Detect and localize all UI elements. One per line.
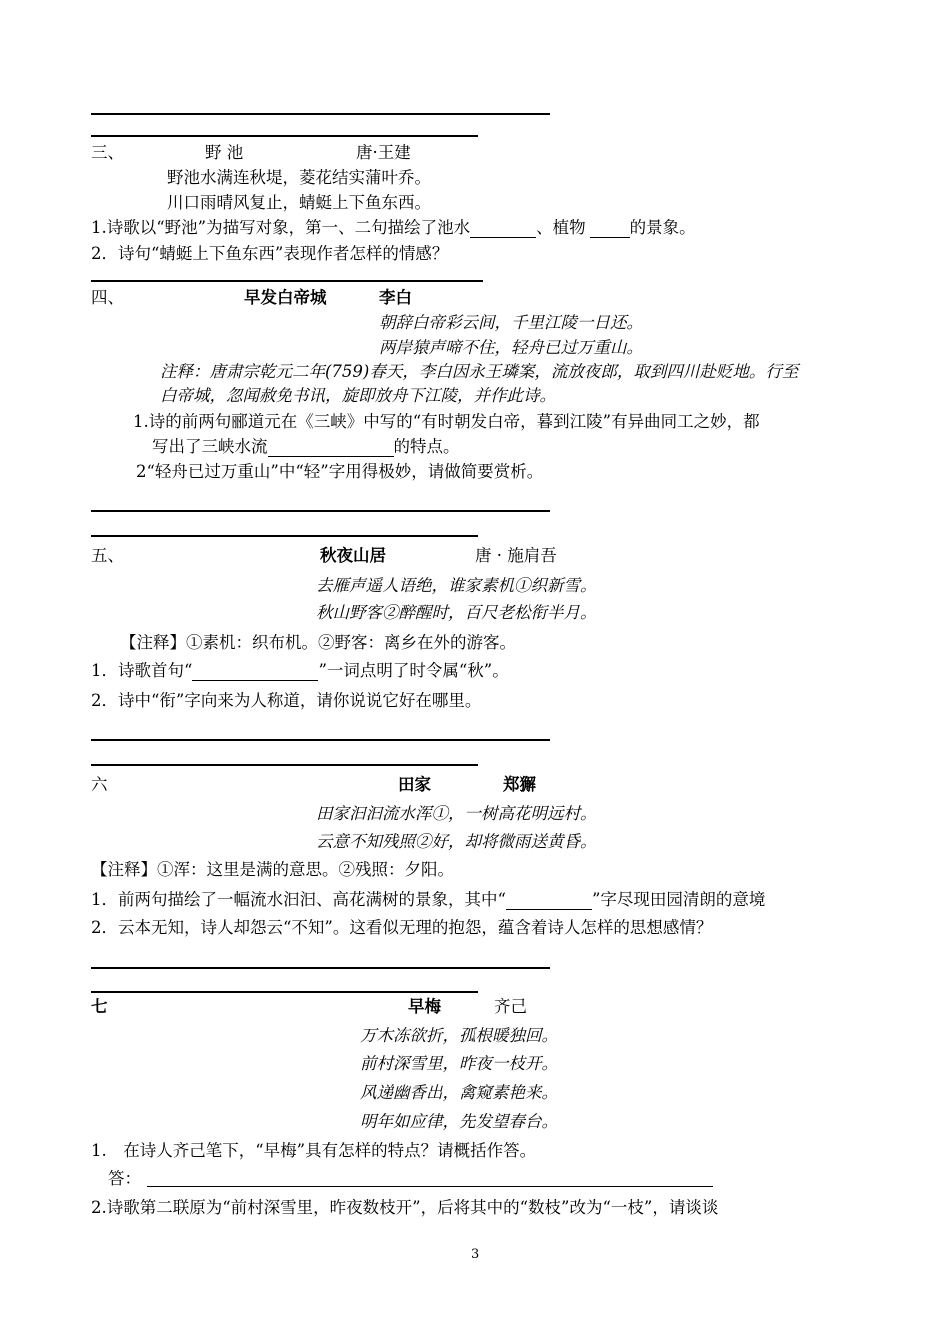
poem-line: 朝辞白帝彩云间，千里江陵一日还。 [379, 313, 643, 332]
section-4-author: 李白 [379, 288, 412, 307]
annotation: 注释：唐肃宗乾元二年(759)春天，李白因永王璘案，流放夜郎，取到四川赴贬地。行至 [160, 362, 799, 381]
page-number: 3 [471, 1247, 480, 1262]
question-text: 写出了三峡水流 [152, 437, 268, 456]
question-1 [91, 661, 509, 681]
question-text: ”一词点明了时令属“秋”。 [318, 661, 509, 680]
answer-line [91, 113, 550, 115]
poem-line: 野池水满连秋堤，菱花结实蒲叶乔。 [167, 168, 431, 187]
section-3-number: 三、 [91, 143, 124, 162]
poem-line: 云意不知残照②好，却将微雨送黄昏。 [316, 832, 597, 851]
poem-line: 秋山野客②醉醒时，百尺老松衔半月。 [316, 603, 597, 622]
answer-blank[interactable] [506, 891, 592, 909]
annotation: 白帝城，忽闻赦免书讯，旋即放舟下江陵，并作此诗。 [160, 386, 556, 405]
answer-line [91, 135, 478, 137]
poem-line: 川口雨晴风复止，蜻蜓上下鱼东西。 [167, 193, 431, 212]
answer-line [91, 991, 478, 993]
answer-line [91, 967, 550, 969]
annotation: 【注释】①素机：织布机。②野客：离乡在外的游客。 [120, 633, 516, 652]
question-2: 2.诗歌第二联原为“前村深雪里，昨夜数枝开”，后将其中的“数枝”改为“一枝”，请谈谈 [91, 1198, 719, 1217]
section-5-number: 五、 [91, 546, 124, 565]
section-7-number: 七 [91, 997, 108, 1016]
section-6-title: 田家 [398, 775, 431, 794]
answer-line[interactable] [147, 1186, 713, 1187]
section-7-author: 齐己 [494, 997, 527, 1016]
question-1: 1.诗的前两句郦道元在《三峡》中写的“有时朝发白帝，暮到江陵”有异曲同工之妙，都 [133, 412, 760, 431]
question-text: 1．前两句描绘了一幅流水汩汩、高花满树的景象，其中“ [91, 890, 506, 909]
question-1-continued [152, 437, 460, 457]
answer-blank[interactable] [268, 438, 394, 456]
question-2: 2．诗中“衔”字向来为人称道，请你说说它好在哪里。 [91, 691, 482, 710]
section-5-title: 秋夜山居 [320, 546, 386, 565]
question-text: 1．诗歌首句“ [91, 661, 193, 680]
question-1 [91, 218, 696, 238]
question-2: 2．诗句“蜻蜓上下鱼东西”表现作者怎样的情感？ [91, 244, 449, 263]
poem-line: 万木冻欲折，孤根暖独回。 [360, 1026, 558, 1045]
section-3-author: 唐·王建 [356, 143, 411, 162]
answer-blank[interactable] [192, 662, 318, 680]
section-6-number: 六 [91, 775, 108, 794]
question-1 [91, 890, 765, 910]
annotation: 【注释】①浑：这里是满的意思。②残照：夕阳。 [91, 860, 454, 879]
answer-label: 答： [108, 1169, 141, 1188]
question-1: 1. 在诗人齐己笔下，“早梅”具有怎样的特点？请概括作答。 [91, 1141, 537, 1160]
question-text: 、植物 [536, 218, 586, 237]
answer-blank[interactable] [590, 219, 630, 237]
answer-line [91, 535, 478, 537]
poem-line: 明年如应律，先发望春台。 [360, 1112, 558, 1131]
section-7-title: 早梅 [408, 997, 441, 1016]
answer-line [91, 739, 550, 741]
section-4-number: 四、 [91, 288, 124, 307]
section-5-author: 唐 · 施肩吾 [475, 546, 557, 565]
question-text: 的景象。 [629, 218, 696, 237]
question-text: 1.诗歌以“野池”为描写对象，第一、二句描绘了池水 [91, 218, 471, 237]
poem-line: 去雁声遥人语绝，谁家素机①织新雪。 [316, 576, 597, 595]
question-text: ”字尽现田园清朗的意境 [591, 890, 766, 909]
question-text: 的特点。 [393, 437, 460, 456]
poem-line: 风递幽香出，禽窥素艳来。 [360, 1083, 558, 1102]
section-3-title: 野 池 [205, 143, 244, 162]
question-2: 2“轻舟已过万重山”中“轻”字用得极妙，请做简要赏析。 [136, 462, 544, 481]
poem-line: 前村深雪里，昨夜一枝开。 [360, 1054, 558, 1073]
section-6-author: 郑獬 [503, 775, 536, 794]
poem-line: 田家汩汩流水浑①，一树高花明远村。 [316, 804, 597, 823]
answer-blank[interactable] [470, 219, 536, 237]
section-4-title: 早发白帝城 [244, 288, 327, 307]
question-2: 2．云本无知，诗人却怨云“不知”。这看似无理的抱怨，蕴含着诗人怎样的思想感情？ [91, 918, 713, 937]
poem-line: 两岸猿声啼不住，轻舟已过万重山。 [379, 338, 643, 357]
answer-line [91, 280, 483, 282]
answer-line [91, 764, 478, 766]
answer-line [91, 510, 550, 512]
